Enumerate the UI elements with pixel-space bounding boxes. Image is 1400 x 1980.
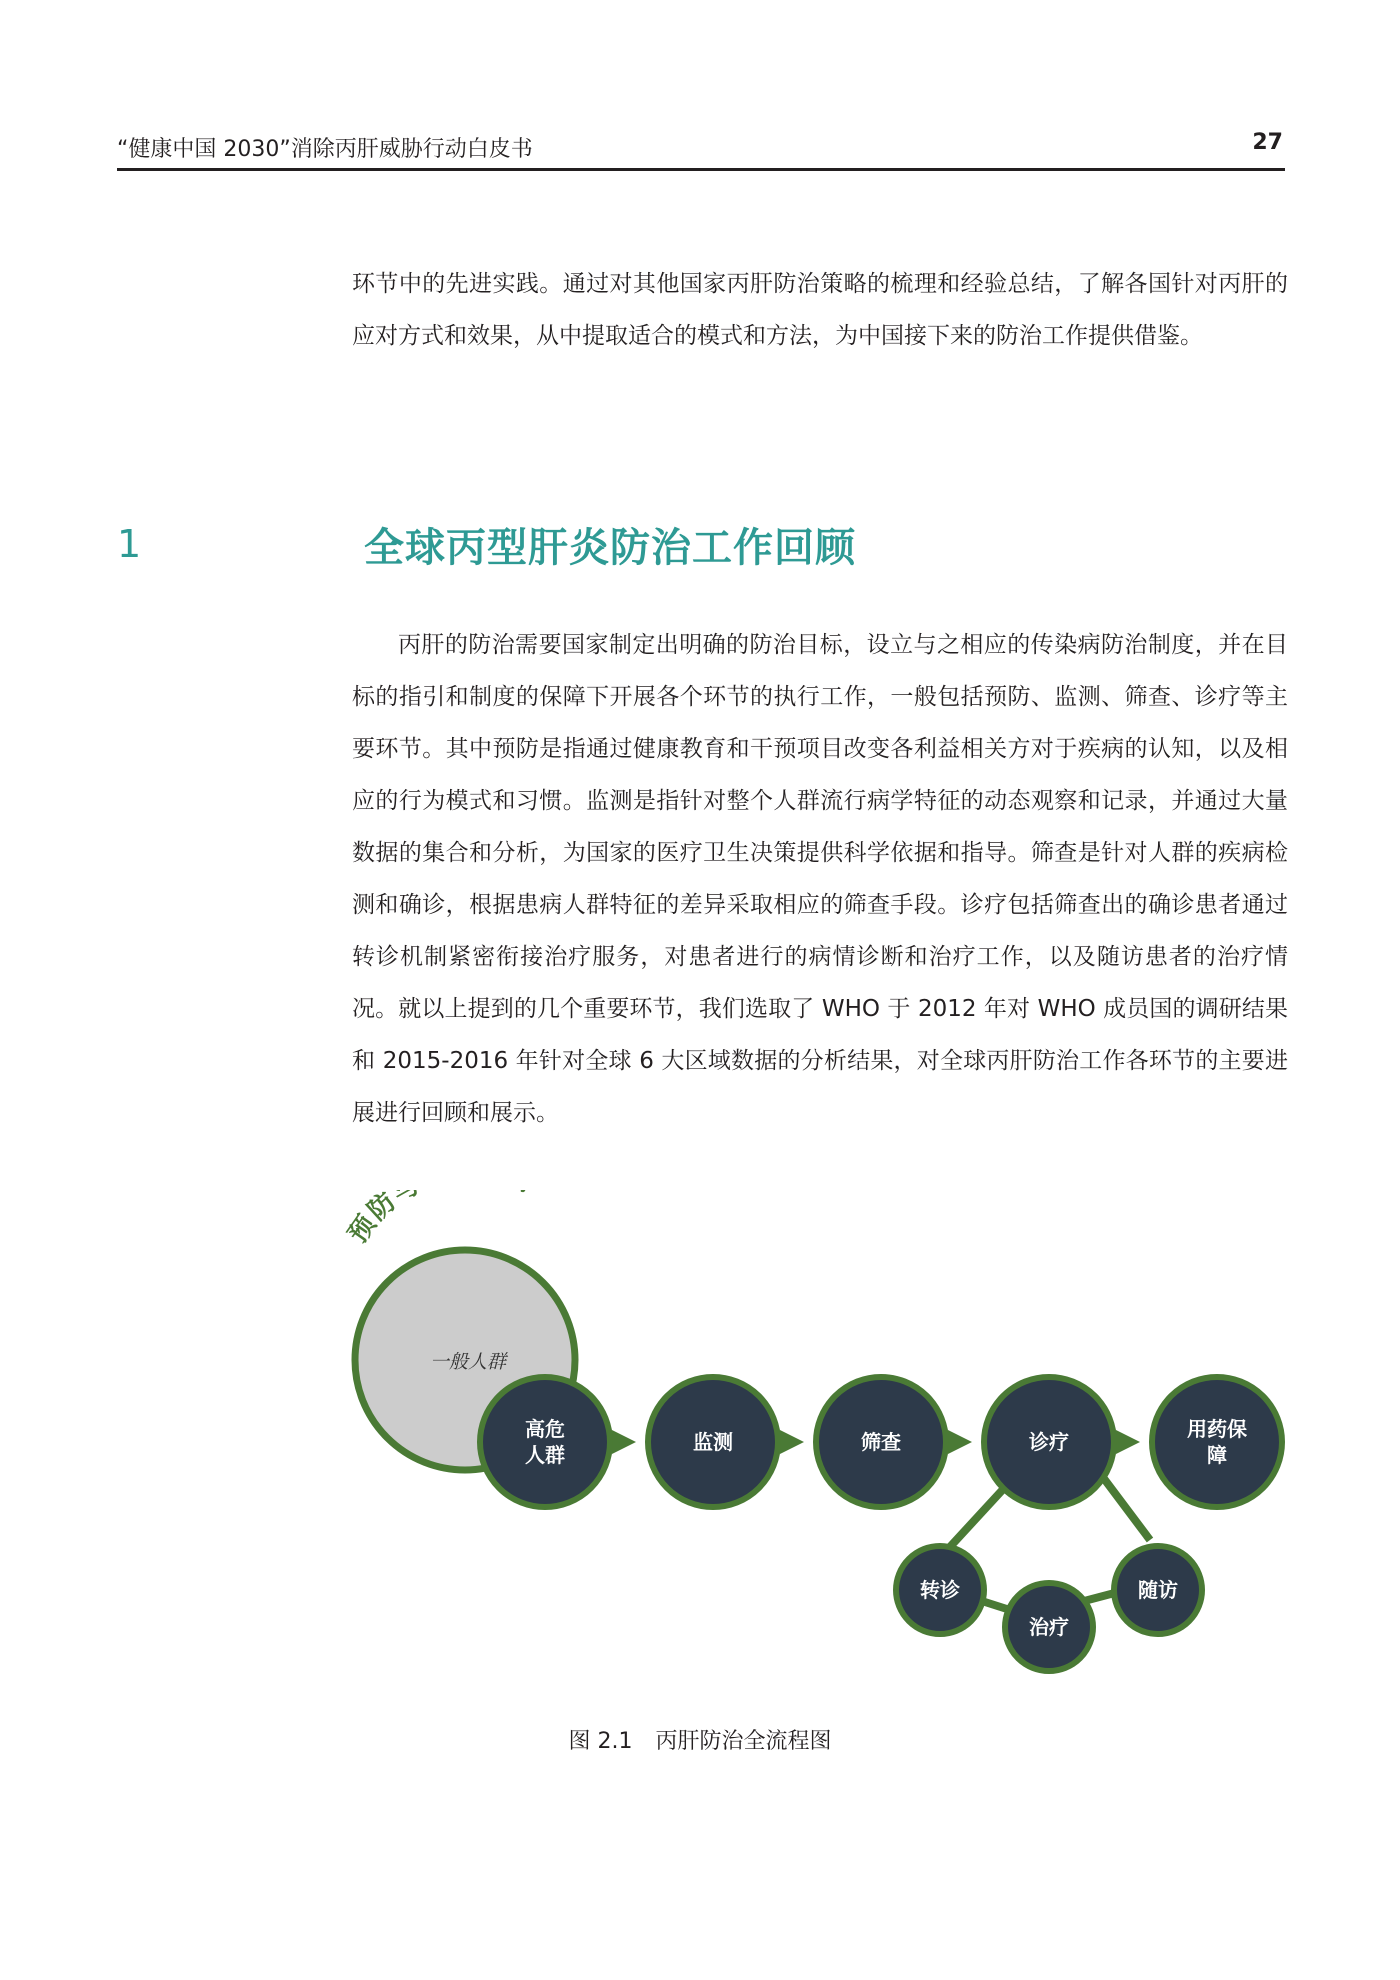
svg-text:转诊: 转诊 xyxy=(920,1578,960,1602)
node-therapy xyxy=(1005,1583,1093,1671)
node-surveillance xyxy=(648,1377,778,1507)
svg-text:障: 障 xyxy=(1207,1443,1227,1467)
body-paragraph: 丙肝的防治需要国家制定出明确的防治目标，设立与之相应的传染病防治制度，并在目标的指引和制度的保障下开展各个环节的执行工作，一般包括预防、监测、筛查、诊疗等主要环节。其中预防是指通过健康教育和干预项目改变各利益相关方对于疾病的认知，以及相应的行为模式和习惯。监测是指针对整个人群流行病学特征的动态观察和记录，并通过大量数据的集合和分析，为国家的医疗卫生决策提供科学依据和指导。筛查是针对人群的疾病检测和确诊，根据患病人群特征的差异采取相应的筛查手段。诊疗包括筛查出的确诊患者通过转诊机制紧密衔接治疗服务，对患者进行的病情诊断和治疗工作，以及随访患者的治疗情况。就以上提到的几个重要环节，我们选取了 WHO 于 2012 年对 WHO 成员国的调研结果和 2015-2016 年针对全球 6 大区域数据的分析结果，对全球丙肝防治工作各环节的主要进展进行回顾和展示。 xyxy=(352,632,1288,1126)
intro-paragraph: 环节中的先进实践。通过对其他国家丙肝防治策略的梳理和经验总结，了解各国针对丙肝的应对方式和效果，从中提取适合的模式和方法，为中国接下来的防治工作提供借鉴。 xyxy=(352,271,1288,349)
arrow-1 xyxy=(612,1430,636,1454)
svg-text:诊疗: 诊疗 xyxy=(1029,1430,1069,1454)
node-referral xyxy=(896,1546,984,1634)
arrow-2 xyxy=(780,1430,804,1454)
arrow-4 xyxy=(1116,1430,1140,1454)
node-follow-up xyxy=(1114,1546,1202,1634)
caption-text: 丙肝防治全流程图 xyxy=(655,1729,832,1754)
header-title: “健康中国 2030”消除丙肝威胁行动白皮书 xyxy=(117,137,533,162)
svg-text:监测: 监测 xyxy=(693,1430,733,1454)
arc-label: 预防 xyxy=(343,1190,404,1249)
svg-text:治疗: 治疗 xyxy=(1029,1615,1069,1639)
node-medication xyxy=(1152,1377,1282,1507)
svg-text:随访: 随访 xyxy=(1138,1578,1178,1602)
flow-diagram xyxy=(340,1190,1300,1710)
svg-text:筛查: 筛查 xyxy=(861,1430,901,1454)
node-screening xyxy=(816,1377,946,1507)
arrow-3 xyxy=(948,1430,972,1454)
svg-text:人群: 人群 xyxy=(525,1443,565,1467)
figure-caption xyxy=(0,1724,1400,1755)
section-number: 1 xyxy=(117,522,142,566)
caption-label: 图 2.1 xyxy=(568,1729,633,1754)
general-population-label: 一般人群 xyxy=(429,1351,507,1373)
node-treatment xyxy=(984,1377,1114,1507)
svg-text:高危: 高危 xyxy=(525,1417,565,1441)
svg-text:用药保: 用药保 xyxy=(1187,1417,1247,1441)
section-title: 全球丙型肝炎防治工作回顾 xyxy=(364,525,856,571)
flow-diagram-svg xyxy=(340,1190,1300,1710)
page-header xyxy=(117,128,1285,171)
node-high-risk xyxy=(480,1377,610,1507)
page-number: 27 xyxy=(1252,130,1283,155)
